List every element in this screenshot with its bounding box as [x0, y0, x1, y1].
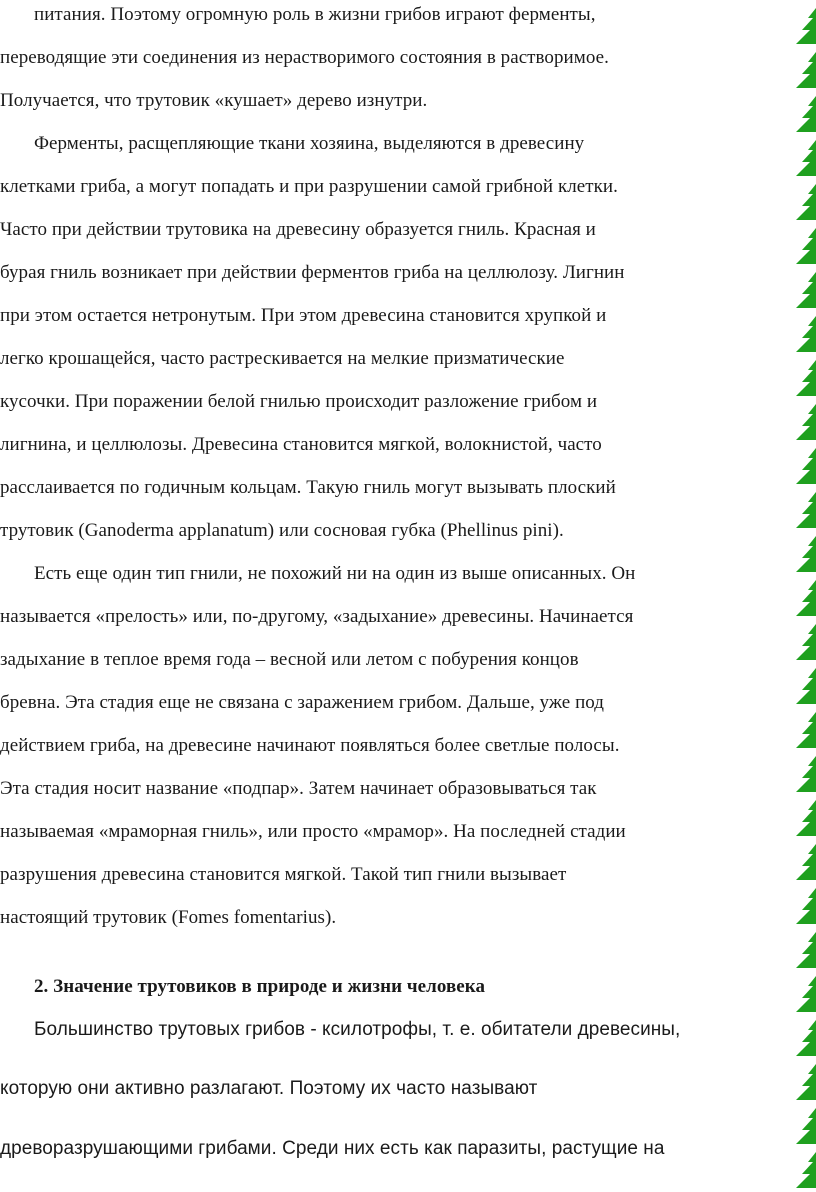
tree-icon [796, 52, 816, 88]
text-line: Ферменты, расщепляющие ткани хозяина, выделяются в древесину [34, 133, 585, 154]
tree-icon [796, 844, 816, 880]
text-line: Эта стадия носит название «подпар». Затем начинает образовываться так [0, 778, 597, 799]
tree-border-icon [786, 0, 816, 1192]
text-line: расслаивается по годичным кольцам. Такую гниль могут вызывать плоский [0, 477, 616, 498]
tree-icon [796, 140, 816, 176]
text-line: переводящие эти соединения из нерастворимого состояния в растворимое. [0, 47, 609, 68]
tree-icon [796, 624, 816, 660]
tree-icon [796, 800, 816, 836]
text-line: действием гриба, на древесине начинают появляться более светлые полосы. [0, 735, 620, 756]
tree-icon [796, 1020, 816, 1056]
tree-icon [796, 668, 816, 704]
text-line: Часто при действии трутовика на древесину образуется гниль. Красная и [0, 219, 596, 240]
text-line: лигнина, и целлюлозы. Древесина становится мягкой, волокнистой, часто [0, 434, 602, 455]
tree-icon [796, 448, 816, 484]
text-line: бревна. Эта стадия еще не связана с заражением грибом. Дальше, уже под [0, 692, 605, 713]
text-line: разрушения древесина становится мягкой. Такой тип гнили вызывает [0, 864, 567, 885]
tree-icon [796, 580, 816, 616]
text-line: Есть еще один тип гнили, не похожий ни на один из выше описанных. Он [34, 563, 636, 584]
tree-icon [796, 1152, 816, 1188]
tree-icon [796, 272, 816, 308]
text-line: задыхание в теплое время года – весной или летом с побурения концов [0, 649, 579, 670]
text-line: бурая гниль возникает при действии ферментов гриба на целлюлозу. Лигнин [0, 262, 625, 283]
tree-icon [796, 360, 816, 396]
tree-icon [796, 888, 816, 924]
tree-icon [796, 316, 816, 352]
tree-icon [796, 712, 816, 748]
text-line: легко крошащейся, часто растрескивается на мелкие призматические [0, 348, 565, 369]
tree-icon [796, 228, 816, 264]
text-line: называемая «мраморная гниль», или просто «мрамор». На последней стадии [0, 821, 626, 842]
text-line: называется «прелость» или, по-другому, «задыхание» древесины. Начинается [0, 606, 634, 627]
tree-icon [796, 976, 816, 1012]
tree-icon [796, 8, 816, 44]
text-line: трутовик (Ganoderma applanatum) или сосновая губка (Phellinus pini). [0, 520, 564, 541]
tree-icon [796, 96, 816, 132]
text-line: клетками гриба, а могут попадать и при разрушении самой грибной клетки. [0, 176, 618, 197]
text-line: при этом остается нетронутым. При этом древесина становится хрупкой и [0, 305, 607, 326]
text-line: древоразрушающими грибами. Среди них есть как паразиты, растущие на [0, 1138, 665, 1159]
tree-icon [796, 404, 816, 440]
text-line: настоящий трутовик (Fomes fomentarius). [0, 907, 337, 928]
text-line: Получается, что трутовик «кушает» дерево изнутри. [0, 90, 428, 111]
tree-icon [796, 756, 816, 792]
text-line: питания. Поэтому огромную роль в жизни грибов играют ферменты, [34, 4, 596, 25]
text-line: которую они активно разлагают. Поэтому их часто называют [0, 1078, 538, 1099]
tree-icon [796, 536, 816, 572]
tree-icon [796, 932, 816, 968]
tree-icon [796, 1064, 816, 1100]
tree-icon [796, 492, 816, 528]
text-line: Большинство трутовых грибов - ксилотрофы, т. е. обитатели древесины, [34, 1019, 681, 1040]
tree-icon [796, 1108, 816, 1144]
text-line: кусочки. При поражении белой гнилью происходит разложение грибом и [0, 391, 598, 412]
section-heading: 2. Значение трутовиков в природе и жизни человека [34, 976, 485, 997]
tree-icon [796, 184, 816, 220]
